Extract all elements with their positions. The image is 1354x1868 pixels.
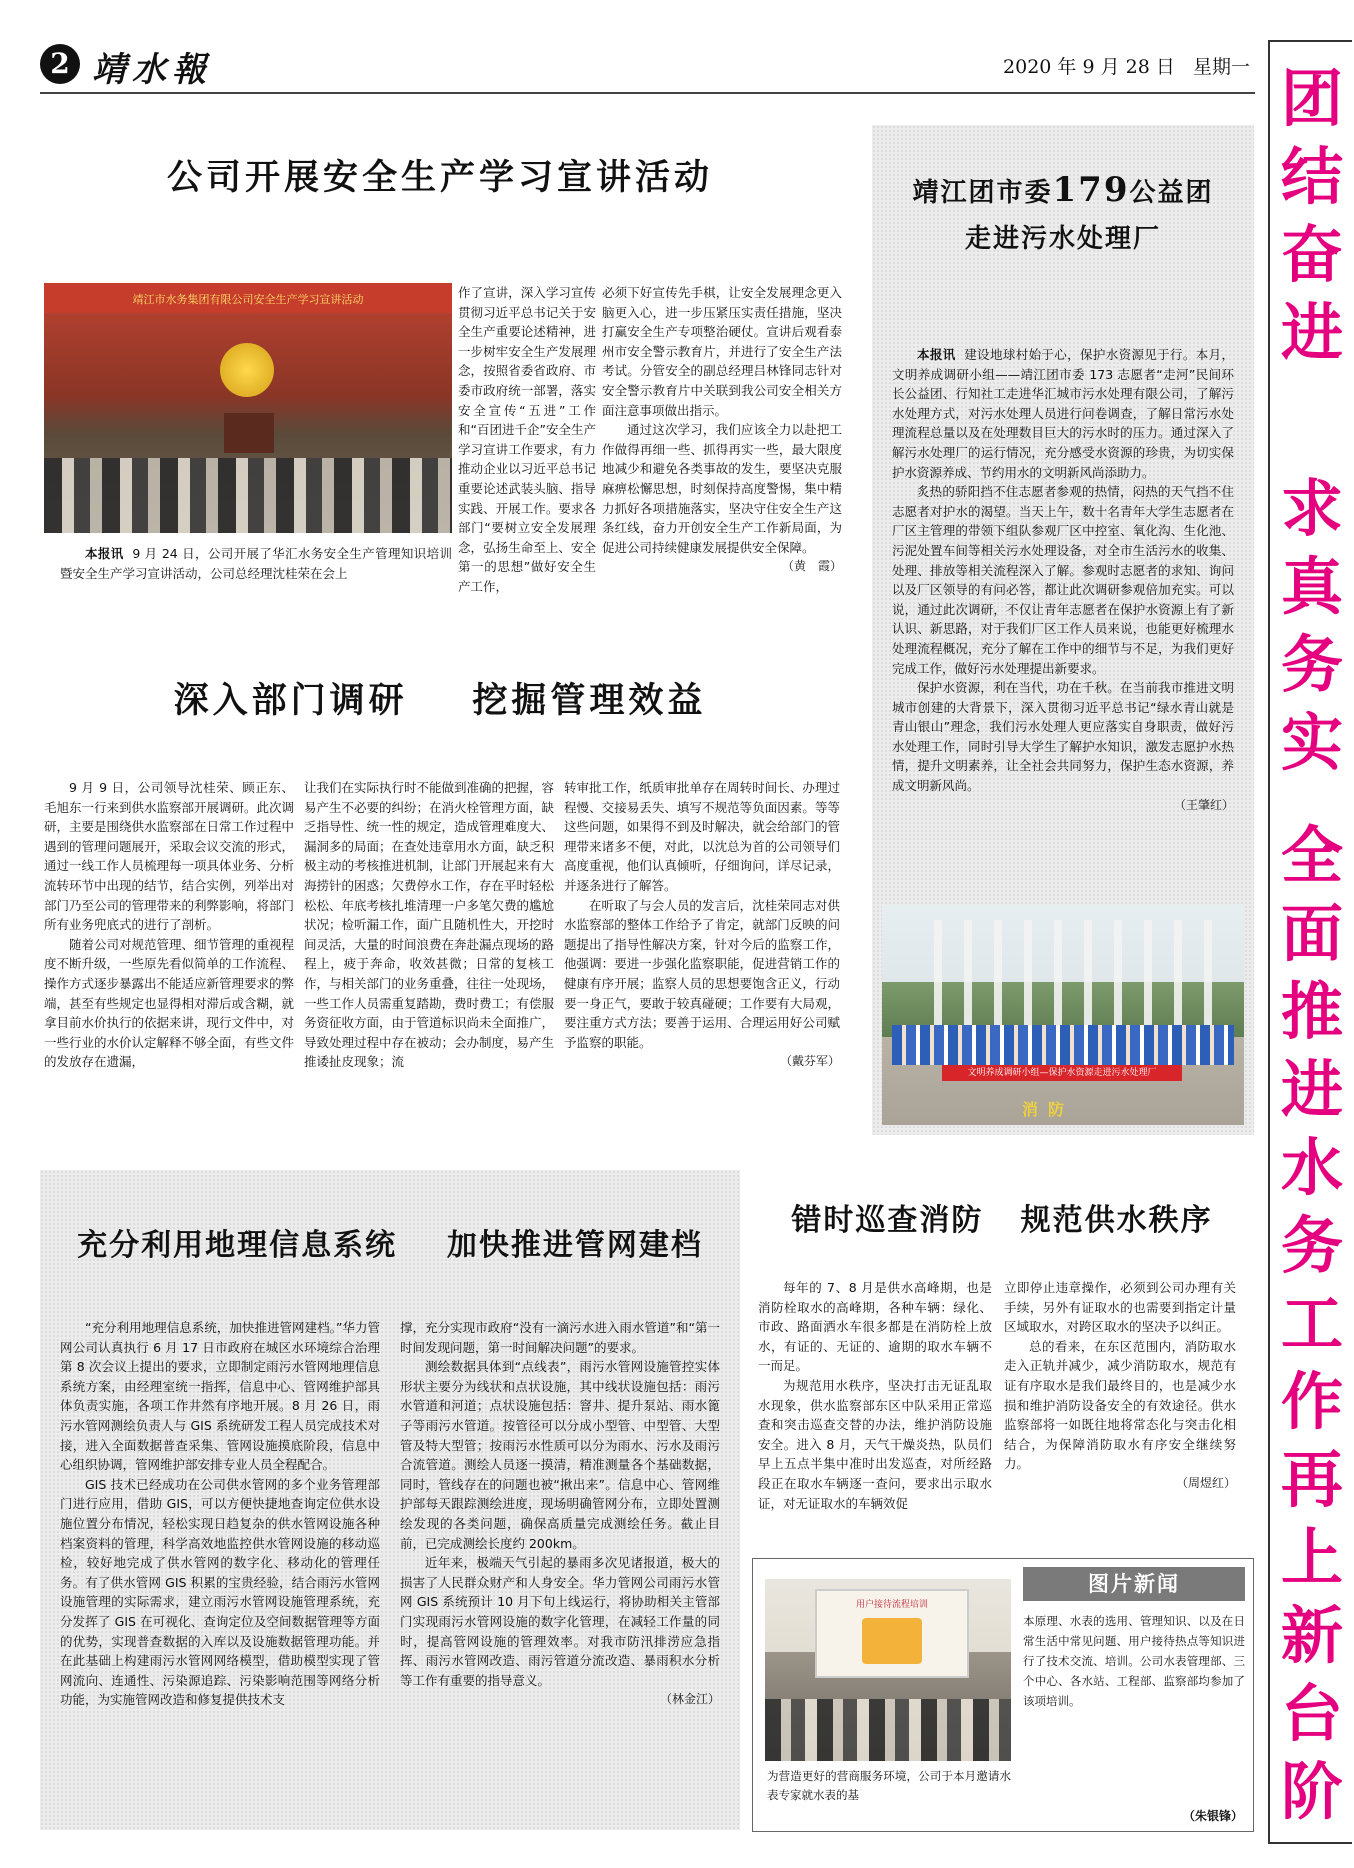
date-text: 2020 年 9 月 28 日 xyxy=(1003,56,1175,78)
meeting-table xyxy=(765,1699,1011,1761)
slogan-char: 真 xyxy=(1280,550,1343,623)
article4-box xyxy=(40,1170,740,1830)
article3-headline-a: 靖江团市委 xyxy=(912,178,1053,208)
slogan-char: 水 xyxy=(1280,1131,1343,1204)
article4-headline xyxy=(40,1220,740,1264)
article4-col2-p2: 测绘数据具体到“点线表”，雨污水管网设施管控实体形状主要分为线状和点状设施，其中线状设施包括：雨污水管道和河道；点状设施包括：窨井、提升泵站、雨水篦子等雨污水管道。按管径可以分成小型管、中型管、大型管及特大型管；按雨污水性质可以分为雨水、污水及雨污合流管道。测绘人员逐一摸清，精准测量各个基础数据，同时，管线存在的问题也被“揪出来”。信息中心、管网维护部每天跟踪测绘进度，现场明确管网分布，立即处置测绘发现的各类问题，确保高质量完成测绘任务。截止目前，已完成测绘长度约 200km。 xyxy=(400,1359,720,1551)
article1-author: （黄 霞） xyxy=(781,559,842,574)
slogan-char: 工 xyxy=(1280,1287,1343,1360)
article3-p1: 建设地球村始于心，保护水资源见于行。本月，文明养成调研小组——靖江团市委 173 志愿者“走河”民间环长公益团、行知社工走进华汇城市污水处理有限公司，了解污水处理方式，对污水处理人员进行问卷调查，了解日常污水处理流程总量以及在处理数目巨大的污水时的压力。通过深入了解污水处理厂的运行情况，充分感受水资源的珍贵，为切实保护水资源养成、节约用水的文明新风尚添助力。 xyxy=(892,347,1234,480)
photo-banner: 靖江市水务集团有限公司安全生产学习宣讲活动 xyxy=(132,293,364,306)
article2-col2-text: 让我们在实际执行时不能做到准确的把握，容易产生不必要的纠纷；在消火栓管理方面，缺乏指导性、统一性的规定，造成管理难度大、漏洞多的局面；在查处违章用水方面，缺乏积极主动的考核推进机制，让部门开展起来有大海捞针的困惑；欠费停水工作，存在平时轻松松松、年底考核扎堆清理一户多笔欠费的尴尬状况；检听漏工作，面广且随机性大，开挖时间灵活，大量的时间浪费在奔赴漏点现场的路程上，疲于奔命，收效甚微；日常的复核工作，与相关部门的业务重叠，往往一处现场，一些工作人员需重复踏勘，费时费工；有偿服务资征收方面，由于管道标识尚未全面推广，导致处理过程中存在被动；会办制度，易产生推诿扯皮现象；流 xyxy=(304,780,555,1070)
podium xyxy=(224,413,274,453)
slogan-sidebar xyxy=(1268,40,1352,1844)
issue-date xyxy=(1003,52,1250,79)
article4-headline-a: 充分利用地理信息系统 xyxy=(77,1228,398,1263)
article3-byline: 本报讯 xyxy=(917,347,956,362)
photo-news-title: 图片新闻 xyxy=(1023,1567,1245,1601)
article2-headline xyxy=(40,673,840,723)
article2-headline-a: 深入部门调研 xyxy=(173,680,408,721)
article3-headline-b: 公益团 xyxy=(1129,178,1214,208)
slogan-char: 再 xyxy=(1280,1443,1343,1516)
page-number: 2 xyxy=(50,47,70,80)
photo-news-photo xyxy=(765,1579,1011,1761)
slogan-group-2 xyxy=(1276,470,1348,782)
group-banner: 文明养成调研小组—保护水资源走进污水处理厂 xyxy=(942,1065,1182,1081)
article5-headline-b: 规范供水秩序 xyxy=(1020,1203,1213,1238)
article5-headline xyxy=(752,1195,1252,1239)
party-emblem-icon xyxy=(220,343,274,397)
article2-col1-p1: 9 月 9 日，公司领导沈桂荣、顾正东、毛旭东一行来到供水监察部开展调研。此次调研，主要是围绕供水监察部在日常工作过程中遇到的管理问题展开，采取会议交流的形式，通过一线工作人员梳理每一项具体业务、分析流转环节中出现的结节，结合实例，列举出对部门乃至公司的管理带来的利弊影响，将部门所有业务兜底式的进行了剖析。 xyxy=(44,780,295,933)
article1-caption xyxy=(60,544,452,583)
slogan-char: 台 xyxy=(1280,1677,1343,1750)
article4-col2-p3: 近年来，极端天气引起的暴雨多次见诸报道，极大的损害了人民群众财产和人身安全。华力管网公司雨污水管网 GIS 系统预计 10 月下旬上线运行，将协助相关主管部门实现雨污水管网设施的数字化管理，在减轻工作量的同时，提高管网设施的管理效率。对我市防汛排涝应急指挥、雨污水管网改造、雨污管道分流改造、暴雨积水分析等工作有重要的指导意义。 xyxy=(400,1555,720,1688)
slogan-char: 务 xyxy=(1280,628,1343,701)
article5-col2-p2: 总的看来，在东区范围内，消防取水走入正轨并减少，减少消防取水，规范有证有序取水是我们最终目的，也是减少水损和维护消防设备安全的有效途径。供水监察部将一如既往地将常态化与突击化相结合，为保障消防取水有序安全继续努力。 xyxy=(1004,1338,1236,1472)
article4-headline-b: 加快推进管网建档 xyxy=(446,1228,703,1263)
slogan-group-1 xyxy=(1276,60,1348,372)
article3-headline-line1 xyxy=(872,167,1254,216)
audience xyxy=(44,458,452,533)
article1-col3 xyxy=(602,283,842,577)
article2-headline-b: 挖掘管理效益 xyxy=(472,680,707,721)
weekday-text: 星期一 xyxy=(1192,56,1250,78)
article3-photo xyxy=(882,905,1244,1125)
article4-col2-p1: 撑，充分实现市政府“没有一滴污水进入雨水管道”和“第一时间发现问题，第一时间解决问题”的要求。 xyxy=(400,1320,720,1355)
photo-news-caption-left: 为营造更好的营商服务环境，公司于本月邀请水表专家就水表的基 xyxy=(767,1769,1011,1802)
slogan-char: 进 xyxy=(1280,296,1343,369)
slogan-char: 团 xyxy=(1280,62,1343,135)
slogan-char: 实 xyxy=(1280,706,1343,779)
article2-col1 xyxy=(44,778,294,1072)
article1-caption-text: 9 月 24 日，公司开展了华汇水务安全生产管理知识培训暨安全生产学习宣讲活动，公司总经理沈桂荣在会上 xyxy=(60,546,453,581)
article4-col1-p2: GIS 技术已经成功在公司供水管网的多个业务管理部门进行应用，借助 GIS，可以方便快捷地查询定位供水设施位置分布情况，轻松实现日趋复杂的供水管网设施各种档案资料的管理，科学高效地监控供水管网设施的移动巡检，较好地完成了供水管网的数字化、移动化的管理任务。有了供水管网 GIS 积累的宝贵经验，结合雨污水管网设施管理的实际需求，建立雨污水管网设施管理系统，充分发挥了 GIS 在可视化、查询定位及空间数据管理等方面的优势，实现普查数据的入库以及设施数据管理功能。并在此基础上构建雨污水管网网络模型，借助模型实现了管网流向、连通性、污染源追踪、污染影响范围等网络分析功能，为实施管网改造和修复提供技术支 xyxy=(60,1476,380,1708)
screen-text: 用户接待流程培训 xyxy=(855,1600,928,1610)
volunteer-group xyxy=(892,1025,1234,1065)
slogan-char: 新 xyxy=(1280,1599,1343,1672)
slogan-char: 作 xyxy=(1280,1365,1343,1438)
slogan-char: 上 xyxy=(1280,1521,1343,1594)
slogan-char: 推 xyxy=(1280,975,1343,1048)
article4-col2 xyxy=(400,1318,720,1710)
article3-p2: 炙热的骄阳挡不住志愿者参观的热情，闷热的天气挡不住志愿者对护水的渴望。当天上午，数十名青年大学生志愿者在厂区主管理的带领下组队参观厂区中控室、氧化沟、生化池、污泥处置车间等相关污水处理设备，对全市生活污水的收集、处理、排放等相关流程深入了解。参观时志愿者的求知、询问以及厂区领导的有问必答，都让此次调研参观倍加充实。可以说，通过此次调研，不仅让青年志愿者在保护水资源上有了新认识、新思路，对于我们厂区工作人员来说，也能更好梳理水处理流程概况，充分了解在工作中的细节与不足，为我们更好完成工作，做好污水处理提出新要求。 xyxy=(892,484,1234,676)
sculpture-icon xyxy=(912,920,1212,1030)
page-number-badge xyxy=(40,44,80,84)
article2-col2 xyxy=(304,778,554,1072)
photo-news-box xyxy=(752,1558,1254,1832)
article3-headline-line2: 走进污水处理厂 xyxy=(964,224,1161,254)
article5-col1-p1: 每年的 7、8 月是供水高峰期，也是消防栓取水的高峰期，各种车辆：绿化、市政、路面洒水车很多都是在消防栓上放水，有证的、无证的、逾期的取水车辆不一而足。 xyxy=(758,1280,992,1374)
article3-author: （王肇红） xyxy=(1173,797,1234,812)
article5-headline-a: 错时巡查消防 xyxy=(791,1203,984,1238)
photo-news-caption-right: 本原理、水表的选用、管理知识、以及在日常生活中常见问题、用户接待热点等知识进行了技术交流、培训。公司水表管理部、三个中心、各水站、工程部、监察部均参加了该项培训。 xyxy=(1023,1614,1245,1708)
road-mark-text: 消防 xyxy=(1022,1100,1075,1119)
article2-col3 xyxy=(564,778,840,1072)
article3-p3: 保护水资源，利在当代，功在千秋。在当前我市推进文明城市创建的大背景下，深入贯彻习近平总书记“绿水青山就是青山银山”理念，我们污水处理人更应落实自身职责，做好污水处理工作，同时引导大学生了解护水知识，激发志愿护水热情，提升文明素养，让全社会共同努力，保护生态水资源，养成文明新风尚。 xyxy=(892,680,1234,794)
article2-col1-p2: 随着公司对规范管理、细节管理的重视程度不断升级，一些原先看似简单的工作流程、操作方式逐步暴露出不能适应新管理要求的弊端，甚至有些规定也显得相对滞后或含糊，就拿目前水价执行的依据来讲，现行文件中，对一些行业的水价认定解释不够全面，有些文件的发放存在遗漏， xyxy=(44,936,295,1070)
article4-col1 xyxy=(60,1318,380,1710)
slogan-group-3 xyxy=(1276,817,1348,1831)
paper-name: 靖水報 xyxy=(92,50,212,90)
screen-figure xyxy=(862,1618,922,1664)
article2-author: （戴芬军） xyxy=(779,1054,840,1069)
article3-box xyxy=(872,125,1254,1135)
projection-screen xyxy=(815,1589,969,1678)
slogan-char: 进 xyxy=(1280,1053,1343,1126)
slogan-char: 奋 xyxy=(1280,218,1343,291)
masthead xyxy=(40,42,1260,92)
article2-col3-p1: 转审批工作，纸质审批单存在周转时间长、办理过程慢、交接易丢失、填写不规范等负面因素。等等这些问题，如果得不到及时解决，就会给部门的管理带来诸多不便，对此，以沈总为首的公司领导们高度重视，他们认真倾听，仔细询问，详尽记录，并逐条进行了解答。 xyxy=(564,780,840,893)
article4-col1-p1: “充分利用地理信息系统，加快推进管网建档。”华力管网公司认真执行 6 月 17 日市政府在城区水环境综合治理第 8 次会议上提出的要求，立即制定雨污水管网地理信息系统方案，由经理室统一指挥，信息中心、管网维护部具体负责实施，各项工作井然有序地开展。8 月 26 日，雨污水管网测绘负责人与 GIS 系统研发工程人员完成技术对接，进入全面数据普查采集、管网设施摸底阶段，信息中心组织协调，管网维护部安排专业人员全程配合。 xyxy=(60,1320,380,1473)
article1-col2-text: 作了宣讲，深入学习宣传贯彻习近平总书记关于安全生产重要论述精神，进一步树牢安全生产发展理念，按照省委省政府、市委市政府统一部署，落实安全宣传“五进”工作和“百团进千企”安全生产学习宣讲工作要求，有力推动企业以习近平总书记重要论述武装头脑、指导实践、开展工作。要求各部门“要树立安全发展理念，弘扬生命至上、安全第一的思想”做好安全生产工作， xyxy=(458,285,596,594)
article1-caption-byline: 本报讯 xyxy=(85,546,124,561)
slogan-char: 务 xyxy=(1280,1209,1343,1282)
article1-col3-p2: 通过这次学习，我们应该全力以赴把工作做得再细一些、抓得再实一些，最大限度地减少和避免各类事故的发生，要坚决克服麻痹松懈思想，时刻保持高度警惕，集中精力抓好各项措施落实，坚决守住安全生产这条红线，奋力开创安全生产工作新局面，为促进公司持续健康发展提供安全保障。 xyxy=(602,422,842,555)
slogan-char: 全 xyxy=(1280,819,1343,892)
article1-col2 xyxy=(458,283,596,597)
article5-col2-p1: 立即停止违章操作，必须到公司办理有关手续，另外有证取水的也需要到指定计量区域取水，对跨区取水的坚决予以纠正。 xyxy=(1004,1280,1236,1335)
slogan-char: 阶 xyxy=(1280,1755,1343,1828)
article4-author: （林金江） xyxy=(659,1692,720,1707)
slogan-char: 面 xyxy=(1280,897,1343,970)
article5-author: （周煜红） xyxy=(1175,1475,1236,1490)
article5-col1 xyxy=(758,1278,992,1513)
article1-headline: 公司开展安全生产学习宣讲活动 xyxy=(166,157,713,198)
article1-photo xyxy=(44,283,452,533)
article3-body xyxy=(892,345,1234,815)
photo-news-author: （朱银锋） xyxy=(1182,1809,1243,1823)
article5-col2 xyxy=(1004,1278,1236,1494)
article1-col3-p1: 必须下好宣传先手棋，让安全发展理念更入脑更入心，进一步压紧压实责任措施，坚决打赢安全生产专项整治硬仗。宣讲后观看泰州市安全警示教育片，并进行了安全生产法考试。分管安全的副总经理吕林锋同志针对安全警示教育片中关联到我公司安全相关方面注意事项做出指示。 xyxy=(602,285,842,418)
slogan-char: 结 xyxy=(1280,140,1343,213)
slogan-char: 求 xyxy=(1280,472,1343,545)
masthead-rule xyxy=(40,92,1255,94)
article5-col1-p2: 为规范用水秩序，坚决打击无证乱取水现象，供水监察部东区中队采用正常巡查和突击巡查交替的办法，维护消防设施安全。进入 8 月，天气干燥炎热，队员们早上五点半集中准时出发巡查，对所经路段正在取水车辆逐一查问，要求出示取水证，对无证取水的车辆效促 xyxy=(758,1377,992,1511)
article3-headline xyxy=(872,167,1254,262)
article2-col3-p2: 在听取了与会人员的发言后，沈桂荣同志对供水监察部的整体工作给予了肯定，就部门反映的问题提出了指导性解决方案，针对今后的监察工作，他强调：要进一步强化监察职能，促进营销工作的健康有序开展；监察人员的思想要饱含正义，行动要一身正气，要敢于较真碰硬；工作要有大局观，要注重方式方法；要善于运用、合理运用好公司赋予监察的职能。 xyxy=(564,897,840,1050)
article3-headline-num: 179 xyxy=(1052,170,1130,210)
